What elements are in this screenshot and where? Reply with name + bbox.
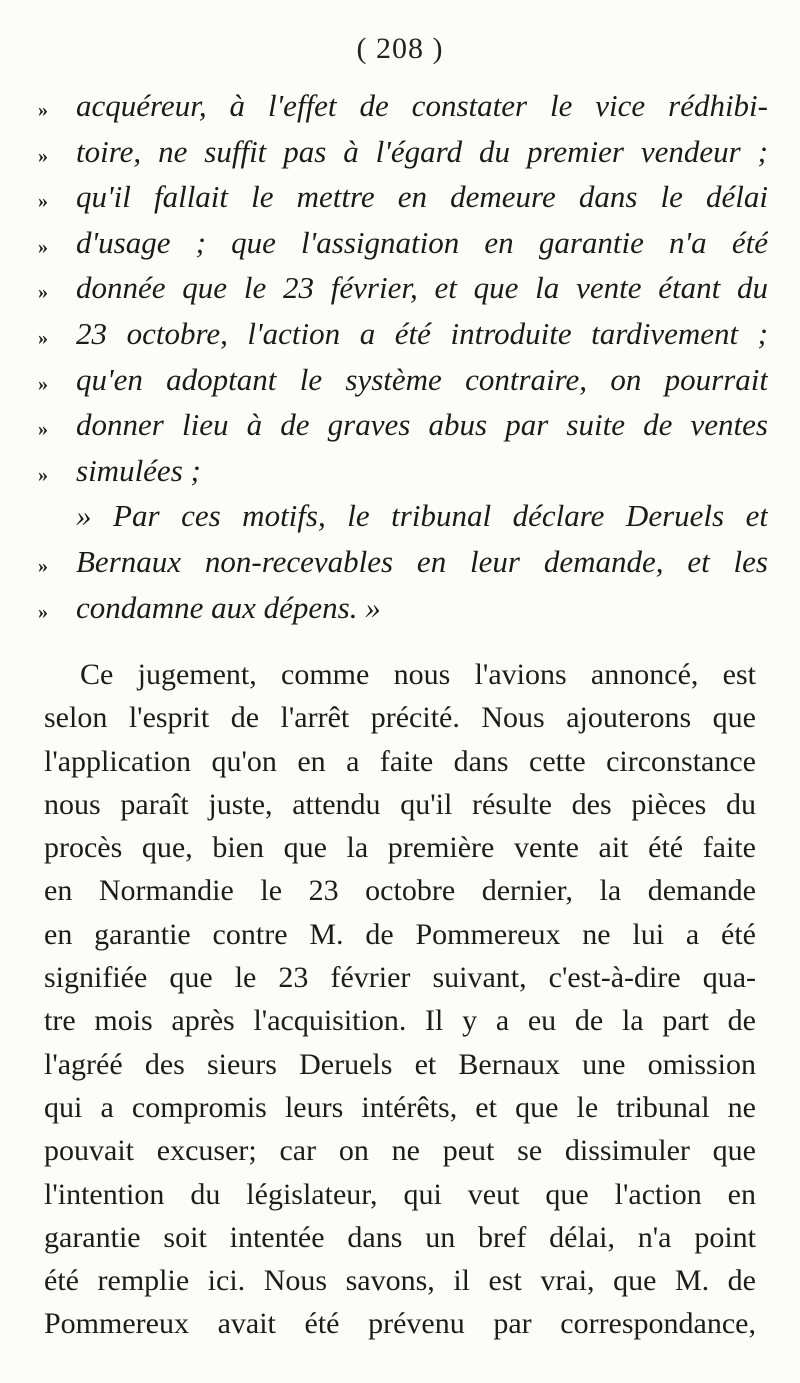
quote-line [38,453,768,499]
body-line: selon l'esprit de l'arrêt précité. Nous ajouterons que [44,701,756,735]
quote-line [38,225,768,271]
quote-line-text: donner lieu à de graves abus par suite de ventes [76,407,768,443]
quote-line [38,270,768,316]
guillemet-mark: » [38,418,48,441]
quote-line-text: » Par ces motifs, le tribunal déclare Deruels et [76,498,768,534]
body-line: été remplie ici. Nous savons, il est vrai, que M. de [44,1264,756,1298]
quote-line [38,498,768,544]
body-line: en Normandie le 23 octobre dernier, la demande [44,874,756,908]
quote-line-text: qu'en adoptant le système contraire, on pourrait [76,361,768,397]
quote-line-text: Bernaux non-recevables en leur demande, et les [76,543,768,579]
quote-line [38,179,768,225]
quote-line-text: condamne aux dépens. » [76,589,381,625]
quote-line-text: 23 octobre, l'action a été introduite tardivement ; [76,315,768,351]
body-line: Ce jugement, comme nous l'avions annoncé, est [80,658,756,691]
quote-line-text: toire, ne suffit pas à l'égard du premier vendeur ; [76,133,768,169]
quote-line [38,316,768,362]
quote-line [38,134,768,180]
quote-line [38,362,768,408]
body-line: procès que, bien que la première vente ait été faite [44,831,756,865]
body-line: l'intention du législateur, qui veut que l'action en [44,1177,756,1211]
quote-line [38,88,768,134]
guillemet-mark: » [38,190,48,213]
body-line: nous paraît juste, attendu qu'il résulte des pièces du [44,787,756,821]
guillemet-mark: » [38,281,48,304]
quote-line-text: d'usage ; que l'assignation en garantie n'a été [76,224,768,260]
commentary-paragraph [44,658,756,1351]
guillemet-mark: » [38,463,48,486]
body-line: garantie soit intentée dans un bref délai, n'a point [44,1220,756,1254]
body-line: l'application qu'on en a faite dans cette circonstance [44,744,756,778]
quoted-judgment [38,88,768,635]
page-number: ( 208 ) [356,32,444,65]
guillemet-mark: » [38,600,48,623]
quote-line-text: donnée que le 23 février, et que la vente étant du [76,270,768,306]
body-line: en garantie contre M. de Pommereux ne lui a été [44,917,756,951]
guillemet-mark: » [38,326,48,349]
body-line: l'agréé des sieurs Deruels et Bernaux une omission [44,1047,756,1081]
quote-line [38,590,768,636]
body-line: Pommereux avait été prévenu par correspondance, [44,1307,756,1341]
quote-line [38,407,768,453]
guillemet-mark: » [38,554,48,577]
body-line: qui a compromis leurs intérêts, et que le tribunal ne [44,1090,756,1124]
quote-line-text: qu'il fallait le mettre en demeure dans le délai [76,179,768,215]
guillemet-mark: » [38,99,48,121]
quote-line-text: acquéreur, à l'effet de constater le vice rédhibi- [76,88,768,123]
quote-line-text: simulées ; [76,452,201,488]
body-line: tre mois après l'acquisition. Il y a eu de la part de [44,1004,756,1038]
body-line: signifiée que le 23 février suivant, c'est-à-dire qua- [44,961,756,995]
guillemet-mark: » [38,144,48,167]
quote-line [38,544,768,590]
body-line: pouvait excuser; car on ne peut se dissimuler que [44,1134,756,1168]
guillemet-mark: » [38,235,48,258]
guillemet-mark: » [38,372,48,395]
